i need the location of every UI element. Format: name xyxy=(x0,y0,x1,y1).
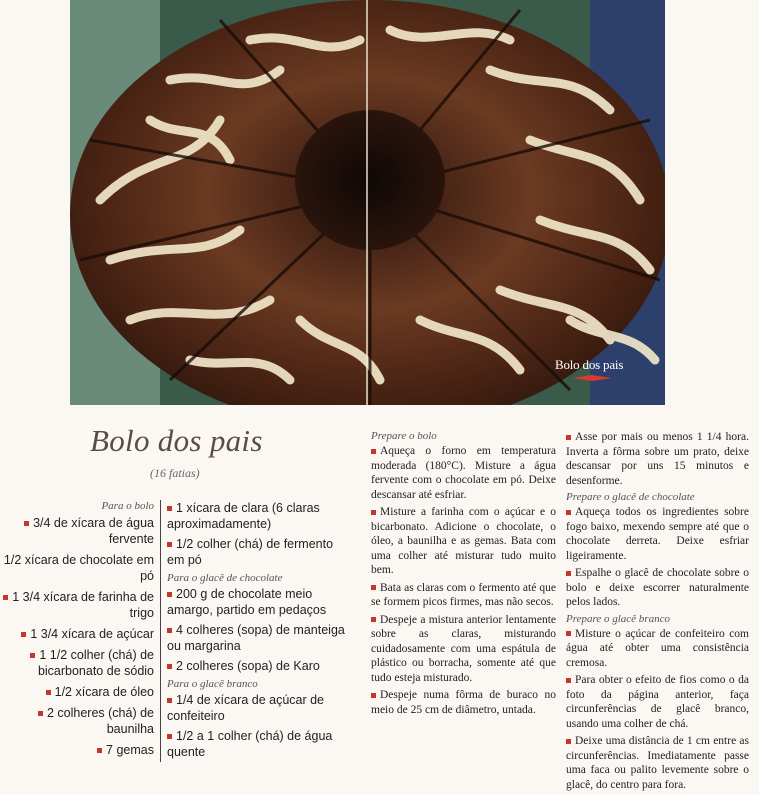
method-step: Aqueça o forno em temperatura moderada (180°C). Misture a água fervente com o chocolate em pó. Deixe descansar até esfriar. xyxy=(371,445,556,501)
method-column-1 xyxy=(371,430,556,720)
recipe-servings: (16 fatias) xyxy=(150,466,200,480)
bullet-icon xyxy=(371,449,376,454)
bullet-icon xyxy=(167,506,172,511)
ingredient-item: 1/4 de xícara de açúcar de confeiteiro xyxy=(167,693,325,723)
bullet-icon xyxy=(167,734,172,739)
ingredient-item: 200 g de chocolate meio amargo, partido em pedaços xyxy=(167,587,327,617)
ingredient-item: 2 colheres (chá) de baunilha xyxy=(0,705,154,737)
bullet-icon xyxy=(46,690,51,695)
method-step: Para obter o efeito de fios como o da foto da página anterior, faça circunferências de glacê branco, usando uma colher de chá. xyxy=(566,674,749,730)
recipe-title: Bolo dos pais xyxy=(90,423,263,458)
method-step: Misture a farinha com o açúcar e o bicarbonato. Adicione o chocolate, o óleo, a baunilha e as gemas. Bata com uma colher até misturar tudo muito bem. xyxy=(371,506,556,576)
bullet-icon xyxy=(24,521,29,526)
bullet-icon xyxy=(97,748,102,753)
ingredient-item: 1/2 xícara de óleo xyxy=(0,684,154,700)
bullet-icon xyxy=(371,693,376,698)
ingredient-item: 4 colheres (sopa) de manteiga ou margarina xyxy=(167,623,345,653)
ingredients-choc-heading: Para o glacê de chocolate xyxy=(167,572,283,584)
bullet-icon xyxy=(30,653,35,658)
ingredient-item: 2 colheres (sopa) de Karo xyxy=(167,658,352,674)
ingredients-white-heading: Para o glacê branco xyxy=(167,678,258,690)
ingredient-item: 1 3/4 xícara de açúcar xyxy=(0,626,154,642)
method-step: Aqueça todos os ingredientes sobre fogo baixo, mexendo sempre até que o chocolate derreta. Deixe esfriar ligeiramente. xyxy=(566,506,749,562)
bullet-icon xyxy=(38,711,43,716)
ingredient-item: 3/4 de xícara de água fervente xyxy=(0,515,154,547)
bullet-icon xyxy=(566,739,571,744)
bullet-icon xyxy=(566,631,571,636)
ingredient-item: 1 1/2 colher (chá) de bicarbonato de sódio xyxy=(0,647,154,679)
photo-caption: Bolo dos pais xyxy=(555,357,624,372)
method-step: Asse por mais ou menos 1 1/4 hora. Inverta a fôrma sobre um prato, deixe descansar por uns 15 minutos e desenforme. xyxy=(566,431,749,487)
method-step: Deixe uma distância de 1 cm entre as circunferências. Imediatamente passe uma faca ou palito levemente sobre o glacê, do centro para fora. xyxy=(566,735,749,791)
bullet-icon xyxy=(566,678,571,683)
bullet-icon xyxy=(167,664,172,669)
cake-photo xyxy=(70,0,665,405)
ingredients-right-column xyxy=(167,500,352,764)
bullet-icon xyxy=(21,632,26,637)
bullet-icon xyxy=(371,617,376,622)
bullet-icon xyxy=(167,698,172,703)
bullet-icon xyxy=(566,571,571,576)
bullet-icon xyxy=(167,628,172,633)
ingredients-cake-heading: Para o bolo xyxy=(101,500,154,512)
method-step: Despeje numa fôrma de buraco no meio de 25 cm de diâmetro, untada. xyxy=(371,689,556,716)
method-white-heading: Prepare o glacê branco xyxy=(566,612,670,625)
ingredient-item: 1/2 a 1 colher (chá) de água quente xyxy=(167,729,333,759)
ingredient-item: 1/2 colher (chá) de fermento em pó xyxy=(167,537,334,567)
bullet-icon xyxy=(371,510,376,515)
method-column-2 xyxy=(566,430,749,795)
caption-accent-mark xyxy=(572,375,612,381)
ingredient-item: 1 3/4 xícara de farinha de trigo xyxy=(0,589,154,621)
ingredient-item: 1 xícara de clara (6 claras aproximadamente) xyxy=(167,501,320,531)
bullet-icon xyxy=(167,542,172,547)
ingredients-left-column xyxy=(0,500,154,763)
method-step: Espalhe o glacê de chocolate sobre o bolo e deixe escorrer naturalmente pelos lados. xyxy=(566,567,749,608)
bullet-icon xyxy=(371,585,376,590)
ingredient-item: 7 gemas xyxy=(0,742,154,758)
method-step: Despeje a mistura anterior lentamente sobre as claras, misturando cuidadosamente com uma espátula de plástico ou borracha, somente até que tudo esteja misturado. xyxy=(371,613,556,684)
bullet-icon xyxy=(167,592,172,597)
bullet-icon xyxy=(3,595,8,600)
method-step: Bata as claras com o fermento até que se formem picos firmes, mas não secos. xyxy=(371,581,556,608)
method-cake-heading: Prepare o bolo xyxy=(371,430,437,442)
ingredient-item: 1/2 xícara de chocolate em pó xyxy=(3,553,154,583)
cake-illustration xyxy=(70,0,665,405)
bullet-icon xyxy=(566,435,571,440)
method-step: Misture o açúcar de confeiteiro com água até obter uma consistência cremosa. xyxy=(566,627,749,669)
column-divider xyxy=(160,500,161,762)
bullet-icon xyxy=(566,510,571,515)
method-choc-heading: Prepare o glacê de chocolate xyxy=(566,491,695,503)
